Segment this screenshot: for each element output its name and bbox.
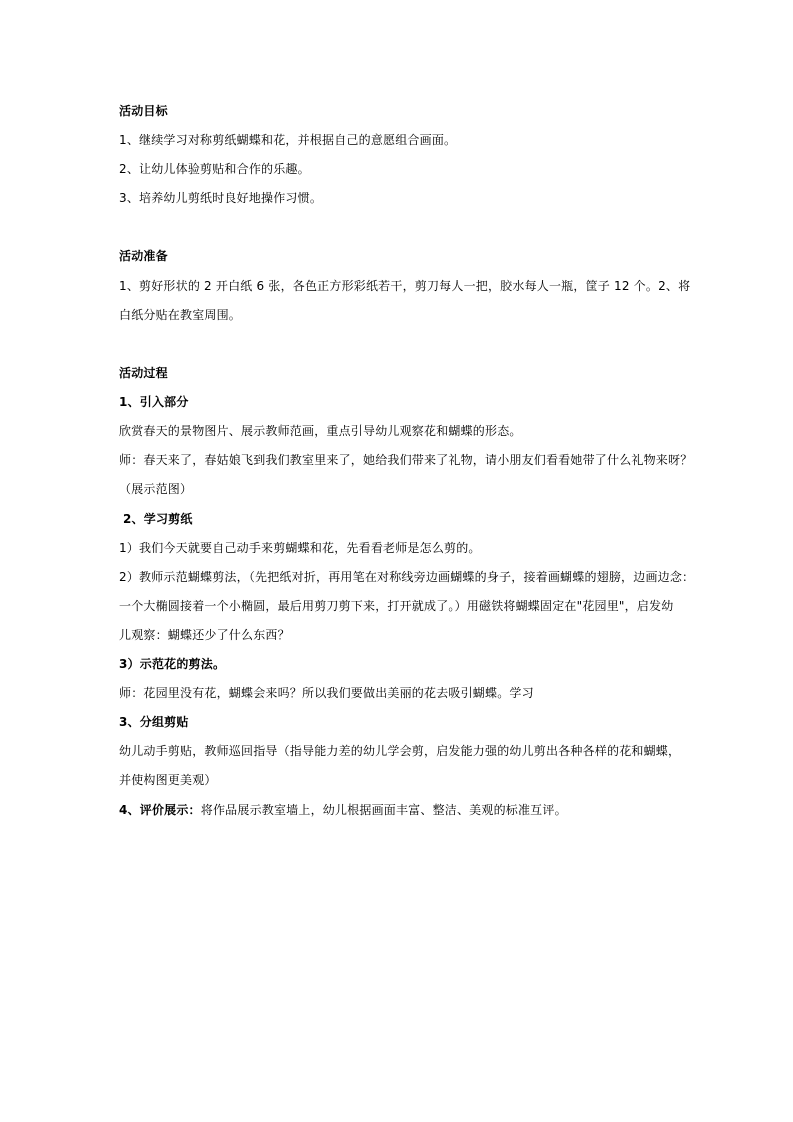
step3-title: 3、分组剪贴 <box>119 715 189 729</box>
step4-line <box>119 802 679 818</box>
goals-heading: 活动目标 <box>119 104 168 118</box>
step2-line-4: 儿观察：蝴蝶还少了什么东西？ <box>119 628 290 642</box>
step2-line-3: 一个大椭圆接着一个小椭圆，最后用剪刀剪下来，打开就成了。）用磁铁将蝴蝶固定在"花园里"，启发幼 <box>119 599 674 613</box>
step3-line-1: 幼儿动手剪贴，教师巡回指导（指导能力差的幼儿学会剪，启发能力强的幼儿剪出各种各样的花和蝴蝶， <box>119 744 681 758</box>
step2-line-1: 1）我们今天就要自己动手来剪蝴蝶和花，先看看老师是怎么剪的。 <box>119 541 481 555</box>
step2-sub3-title: 3）示范花的剪法。 <box>119 657 226 671</box>
step2-sub3-line: 师：花园里没有花，蝴蝶会来吗？所以我们要做出美丽的花去吸引蝴蝶。学习 <box>119 686 534 700</box>
step1-line-3: （展示范图） <box>119 482 193 496</box>
step1-line-2: 师：春天来了，春姑娘飞到我们教室里来了，她给我们带来了礼物，请小朋友们看看她带了什么礼物来呀？ <box>119 453 693 467</box>
prep-heading: 活动准备 <box>119 249 168 263</box>
prep-line-2: 白纸分贴在教室周围。 <box>119 308 242 322</box>
step2-title: 2、学习剪纸 <box>123 512 193 526</box>
step1-title: 1、引入部分 <box>119 395 189 409</box>
step4-text: 将作品展示教室墙上，幼儿根据画面丰富、整洁、美观的标准互评。 <box>200 803 567 817</box>
step2-line-2: 2）教师示范蝴蝶剪法，（先把纸对折，再用笔在对称线旁边画蝴蝶的身子，接着画蝴蝶的翅膀，边画边念： <box>119 570 695 584</box>
goal-item-1: 1、继续学习对称剪纸蝴蝶和花，并根据自己的意愿组合画面。 <box>119 133 457 147</box>
goal-item-2: 2、让幼儿体验剪贴和合作的乐趣。 <box>119 162 310 176</box>
step3-line-2: 并使构图更美观） <box>119 773 217 787</box>
goal-item-3: 3、培养幼儿剪纸时良好地操作习惯。 <box>119 191 323 205</box>
step1-line-1: 欣赏春天的景物图片、展示教师范画，重点引导幼儿观察花和蝴蝶的形态。 <box>119 424 522 438</box>
step4-title: 4、评价展示： <box>119 803 201 817</box>
prep-line-1: 1、剪好形状的 2 开白纸 6 张，各色正方形彩纸若干，剪刀每人一把，胶水每人一瓶，筐子 12 个。2、将 <box>119 279 691 293</box>
process-heading: 活动过程 <box>119 366 168 380</box>
